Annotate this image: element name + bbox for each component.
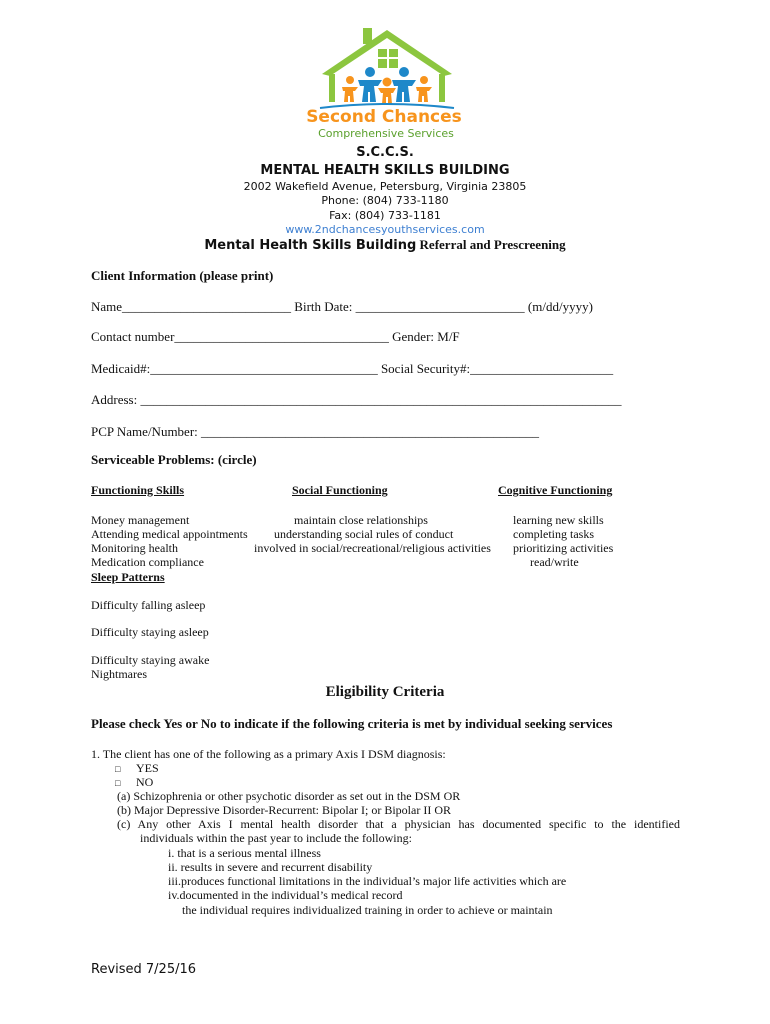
problem-item[interactable]: Monitoring health	[91, 541, 178, 555]
problem-item[interactable]: completing tasks	[513, 527, 594, 541]
cognitive-functioning-header: Cognitive Functioning	[498, 483, 613, 497]
problem-item[interactable]: learning new skills	[513, 513, 604, 527]
serviceable-problems-heading: Serviceable Problems: (circle)	[91, 452, 257, 467]
criterion-c-iv: iv.documented in the individual’s medical record	[168, 888, 403, 902]
logo-tagline: Comprehensive Services	[318, 127, 454, 140]
problem-item[interactable]: Money management	[91, 513, 190, 527]
yes-label: YES	[136, 761, 159, 775]
eligibility-heading: Eligibility Criteria	[325, 684, 445, 700]
no-checkbox[interactable]: □	[115, 778, 121, 788]
eligibility-instruction: Please check Yes or No to indicate if the following criteria is met by individual seeking services	[91, 716, 613, 731]
form-title-part2: Referral and Prescreening	[419, 237, 566, 252]
problem-item[interactable]: maintain close relationships	[294, 513, 428, 527]
criterion-c-continued: individuals within the past year to include the following:	[140, 831, 412, 845]
problem-item[interactable]: Medication compliance	[91, 555, 204, 569]
org-website-link[interactable]: www.2ndchancesyouthservices.com	[285, 223, 485, 236]
sleep-item[interactable]: Difficulty staying asleep	[91, 625, 209, 639]
no-label: NO	[136, 775, 154, 789]
problem-item[interactable]: Attending medical appointments	[91, 527, 248, 541]
criterion-b: (b) Major Depressive Disorder-Recurrent: Bipolar I; or Bipolar II OR	[117, 803, 451, 817]
form-title-part1: Mental Health Skills Building	[204, 238, 417, 253]
medicaid-ssn-field[interactable]: Medicaid#:___________________________________ Social Security#:______________________	[91, 361, 614, 376]
revision-date: Revised 7/25/16	[91, 962, 197, 977]
name-birthdate-field[interactable]: Name__________________________ Birth Date: __________________________ (m/dd/yyyy)	[91, 299, 593, 314]
org-phone: Phone: (804) 733-1180	[321, 194, 449, 207]
social-functioning-header: Social Functioning	[292, 483, 388, 497]
functioning-skills-header: Functioning Skills	[91, 483, 185, 497]
sleep-patterns-header: Sleep Patterns	[91, 570, 165, 584]
problem-item[interactable]: understanding social rules of conduct	[274, 527, 454, 541]
problem-item[interactable]: prioritizing activities	[513, 541, 614, 555]
program-title: MENTAL HEALTH SKILLS BUILDING	[260, 163, 510, 178]
address-field[interactable]: Address: __________________________________________________________________________	[91, 392, 622, 407]
sleep-item[interactable]: Difficulty staying awake	[91, 653, 210, 667]
criterion-a: (a) Schizophrenia or other psychotic disorder as set out in the DSM OR	[117, 789, 461, 803]
sleep-item[interactable]: Difficulty falling asleep	[91, 598, 206, 612]
org-fax: Fax: (804) 733-1181	[329, 209, 441, 222]
org-abbreviation: S.C.C.S.	[356, 145, 414, 160]
problem-item[interactable]: involved in social/recreational/religious activities	[254, 541, 491, 555]
pcp-field[interactable]: PCP Name/Number: ____________________________________________________	[91, 424, 540, 439]
criterion-1: 1. The client has one of the following as a primary Axis I DSM diagnosis:	[91, 747, 446, 761]
yes-checkbox[interactable]: □	[115, 764, 121, 774]
client-info-heading: Client Information (please print)	[91, 268, 274, 283]
criterion-c-ii: ii. results in severe and recurrent disability	[168, 860, 373, 874]
org-address: 2002 Wakefield Avenue, Petersburg, Virginia 23805	[243, 180, 527, 193]
sleep-item[interactable]: Nightmares	[91, 667, 147, 681]
contact-gender-field[interactable]: Contact number_________________________________ Gender: M/F	[91, 329, 460, 344]
criterion-c-i: i. that is a serious mental illness	[168, 846, 321, 860]
criterion-c-iii: iii.produces functional limitations in the individual’s major life activities which are	[168, 874, 567, 888]
problem-item[interactable]: read/write	[530, 555, 579, 569]
logo-wordmark: Second Chances	[306, 107, 462, 127]
criterion-c-v: the individual requires individualized training in order to achieve or maintain	[182, 903, 553, 917]
form-title	[0, 237, 770, 253]
criterion-c: (c) Any other Axis I mental health disorder that a physician has documented specific to the identified	[117, 817, 680, 831]
